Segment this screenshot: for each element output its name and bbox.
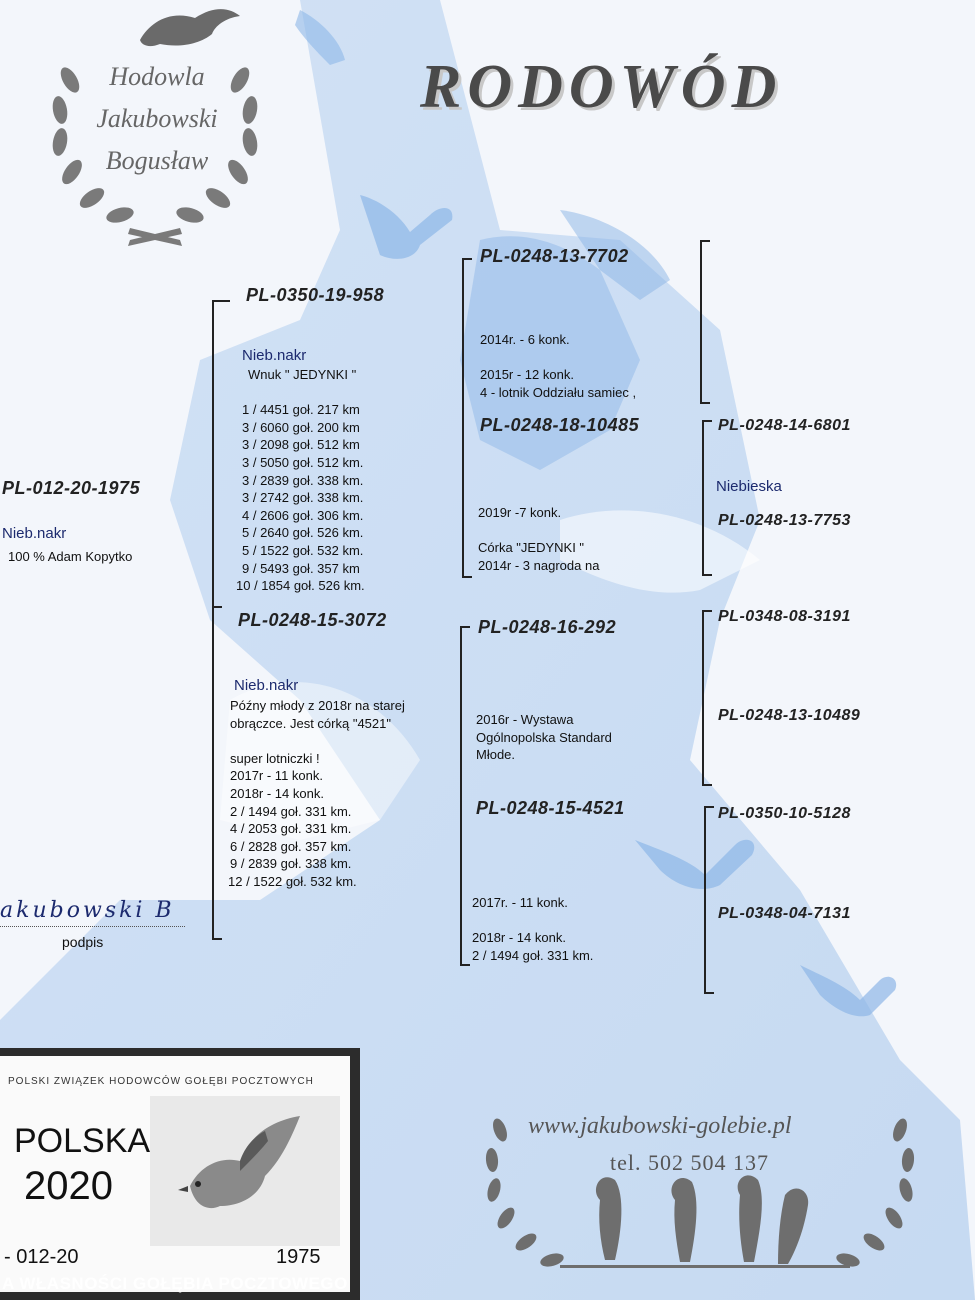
father-line: [236, 384, 365, 402]
father-color: Nieb.nakr: [242, 347, 307, 364]
great-grandparent-ring: PL-0348-08-3191: [718, 608, 851, 625]
bracket-father: [462, 258, 464, 578]
father-line: 3 / 2839 goł. 338 km.: [242, 472, 364, 488]
father-line: 10 / 1854 goł. 526 km.: [236, 578, 365, 594]
mother-line: 4 / 2053 goł. 331 km.: [230, 821, 352, 837]
card-year: 2020: [24, 1164, 113, 1208]
grandparent-details: [480, 331, 636, 401]
grandparent-line: 2015r - 12 konk.: [480, 367, 574, 383]
grandparent-line: [472, 912, 593, 930]
great-grandparent-ring: PL-0248-14-6801: [718, 417, 851, 434]
registration-card: [0, 1048, 360, 1300]
grandparent-details: [478, 504, 599, 574]
great-grandparent-ring: PL-0348-04-7131: [718, 905, 851, 922]
subject-color: Nieb.nakr: [2, 525, 67, 542]
father-line: 5 / 1522 goł. 532 km.: [242, 542, 364, 558]
phone-number: tel. 502 504 137: [610, 1150, 769, 1175]
grandparent-line: Ogólnopolska Standard: [476, 729, 612, 745]
signature-line: [0, 926, 185, 927]
logo-line-3: Bogusław: [105, 146, 209, 175]
mother-line: Późny młody z 2018r na starej: [230, 698, 405, 713]
card-number: 1975: [276, 1246, 321, 1268]
card-footer: A WŁASNOŚCI GOŁĘBIA POCZTOWEGO: [2, 1274, 348, 1293]
grandparent-line: 2014r - 3 nagroda na: [478, 557, 600, 573]
bracket-mother: [460, 626, 462, 966]
father-line: 3 / 5050 goł. 512 km.: [242, 454, 364, 470]
father-line: 4 / 2606 goł. 306 km.: [242, 507, 364, 523]
great-grandparent-color: Niebieska: [716, 478, 782, 495]
father-details: [236, 366, 365, 595]
mother-line: [230, 732, 405, 750]
mother-details: [230, 697, 405, 891]
father-line: 5 / 2640 goł. 526 km.: [242, 525, 364, 541]
mother-line: 2017r - 11 konk.: [230, 768, 323, 784]
father-line: 3 / 2098 goł. 512 km: [242, 437, 360, 453]
grandparent-ring: PL-0248-18-10485: [480, 415, 640, 435]
page-title: RODOWÓD: [420, 53, 783, 121]
logo-line-1: Hodowla: [109, 62, 205, 91]
father-line: 3 / 6060 goł. 200 km: [242, 419, 360, 435]
grandparent-line: [480, 349, 636, 367]
grandparent-line: 2016r - Wystawa: [476, 712, 574, 727]
bracket-gp2: [702, 420, 704, 576]
grandparent-line: Młode.: [476, 747, 516, 763]
card-header: POLSKI ZWIĄZEK HODOWCÓW GOŁĘBI POCZTOWYCH: [8, 1076, 314, 1087]
mother-line: 2018r - 14 konk.: [230, 785, 324, 801]
mother-line: 6 / 2828 goł. 357 km.: [230, 838, 352, 854]
grandparent-line: 2 / 1494 goł. 331 km.: [472, 947, 594, 963]
website-link[interactable]: www.jakubowski-golebie.pl: [528, 1113, 792, 1139]
grandparent-line: 2014r. - 6 konk.: [480, 332, 570, 347]
grandparent-details: [472, 894, 593, 964]
grandparent-line: [478, 522, 599, 540]
father-line: 3 / 2742 goł. 338 km.: [242, 490, 364, 506]
logo-line-2: Jakubowski: [96, 104, 218, 133]
father-ring: PL-0350-19-958: [246, 285, 385, 305]
grandparent-line: 2017r. - 11 konk.: [472, 895, 568, 910]
subject-ring: PL-012-20-1975: [2, 478, 141, 498]
father-line: Wnuk " JEDYNKI ": [248, 367, 357, 382]
mother-line: 9 / 2839 goł. 338 km.: [230, 856, 352, 872]
great-grandparent-ring: PL-0248-13-7753: [718, 512, 851, 529]
bracket-gp3: [702, 610, 704, 786]
mother-line: 12 / 1522 goł. 532 km.: [228, 873, 357, 889]
pigeon-photo-icon: [150, 1096, 340, 1246]
card-code: - 012-20: [4, 1246, 79, 1268]
bracket-gp1: [700, 240, 702, 404]
bracket-parents: [212, 300, 214, 940]
grandparent-line: Córka "JEDYNKI ": [478, 540, 585, 556]
mother-color: Nieb.nakr: [234, 677, 299, 694]
great-grandparent-ring: PL-0350-10-5128: [718, 805, 851, 822]
grandparent-details: [476, 711, 612, 764]
grandparent-ring: PL-0248-13-7702: [480, 246, 629, 266]
grandparent-ring: PL-0248-15-4521: [476, 798, 625, 818]
subject-note: 100 % Adam Kopytko: [8, 549, 133, 564]
signature-caption: podpis: [62, 934, 104, 950]
father-line: 1 / 4451 goł. 217 km: [242, 402, 360, 418]
father-line: 9 / 5493 goł. 357 km: [242, 560, 360, 576]
card-country: POLSKA: [14, 1122, 151, 1160]
grandparent-line: 2018r - 14 konk.: [472, 930, 566, 946]
signature: akubowski B: [0, 898, 175, 923]
grandparent-ring: PL-0248-16-292: [478, 617, 617, 637]
grandparent-line: 2019r -7 konk.: [478, 505, 562, 520]
grandparent-line: 4 - lotnik Oddziału samiec ,: [480, 384, 637, 400]
mother-line: super lotniczki !: [230, 750, 320, 766]
mother-ring: PL-0248-15-3072: [238, 610, 387, 630]
bracket-gp4: [704, 806, 706, 994]
great-grandparent-ring: PL-0248-13-10489: [718, 707, 861, 724]
mother-line: obrączce. Jest córką "4521": [230, 715, 391, 731]
mother-line: 2 / 1494 goł. 331 km.: [230, 803, 352, 819]
